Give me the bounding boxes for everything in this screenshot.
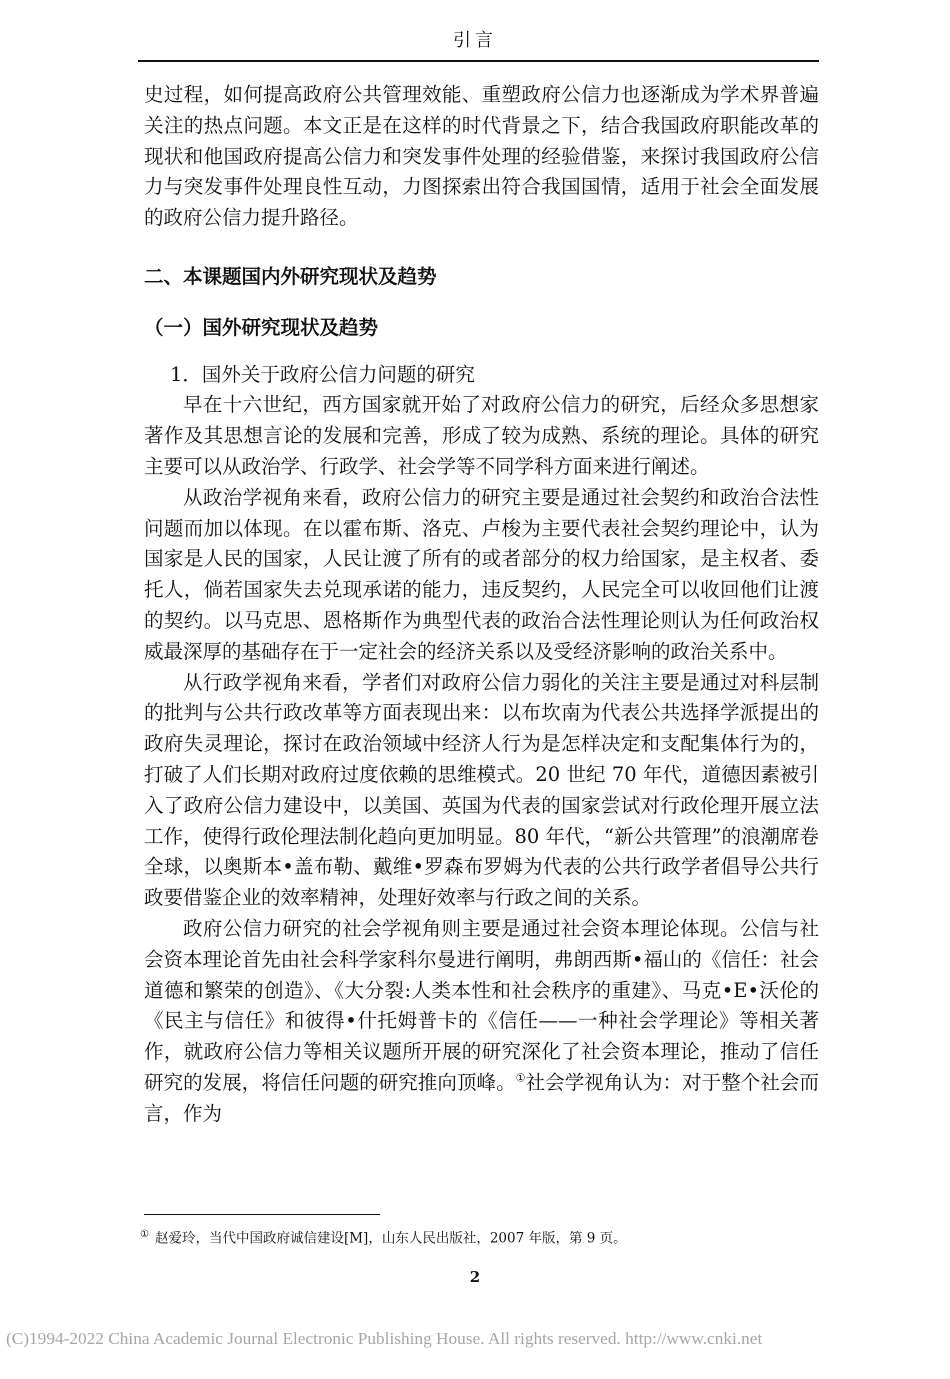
section-heading: 二、本课题国内外研究现状及趋势 (144, 264, 437, 288)
footnote-ref[interactable]: ① (515, 1071, 526, 1085)
paragraph: 史过程，如何提高政府公共管理效能、重塑政府公信力也逐渐成为学术界普遍关注的热点问题。本文正是在这样的时代背景之下，结合我国政府职能改革的现状和他国政府提高公信力和突发事件处理的经验借鉴，来探讨我国政府公信力与突发事件处理良性互动，力图探索出符合我国国情，适用于社会全面发展的政府公信力提升路径。 (144, 83, 819, 230)
subsubsection-heading: 1．国外关于政府公信力问题的研究 (170, 362, 475, 386)
paragraph-text: 社会学视角认为：对于整个社会而言，作为 (144, 1070, 819, 1125)
footnote-mark: ① (140, 1229, 149, 1240)
paragraph-text: 政府公信力研究的社会学视角则主要是通过社会资本理论体现。公信与社会资本理论首先由社会科学家科尔曼进行阐明，弗朗西斯•福山的《信任：社会道德和繁荣的创造》、《大分裂:人类本性和社会秩序的重建》、马克•E•沃伦的《民主与信任》和彼得•什托姆普卡的《信任——一种社会学理论》等相关著作，就政府公信力等相关议题所开展的研究深化了社会资本理论，推动了信任研究的发展，将信任问题的研究推向顶峰。 (144, 916, 819, 1094)
copyright-watermark: (C)1994-2022 China Academic Journal Electronic Publishing House. All rights reserved. http://www.cnki.net (6, 1329, 763, 1348)
footnote-rule (144, 1214, 380, 1215)
footnote-text: 赵爱玲，当代中国政府诚信建设[M]，山东人民出版社，2007 年版，第 9 页。 (154, 1230, 627, 1247)
footnote (140, 1225, 820, 1249)
paragraph: 从政治学视角来看，政府公信力的研究主要是通过社会契约和政治合法性问题而加以体现。在以霍布斯、洛克、卢梭为主要代表社会契约理论中，认为国家是人民的国家，人民让渡了所有的或者部分的权力给国家，是主权者、委托人，倘若国家失去兑现承诺的能力，违反契约，人民完全可以收回他们让渡的契约。以马克思、恩格斯作为典型代表的政治合法性理论则认为任何政治权威最深厚的基础存在于一定社会的经济关系以及受经济影响的政治关系中。 (144, 485, 819, 663)
body-text (144, 80, 819, 1130)
subsection-heading: （一）国外研究现状及趋势 (144, 315, 379, 339)
paragraph: 从行政学视角来看，学者们对政府公信力弱化的关注主要是通过对科层制的批判与公共行政改革等方面表现出来：以布坎南为代表公共选择学派提出的政府失灵理论，探讨在政治领域中经济人行为是怎样决定和支配集体行为的，打破了人们长期对政府过度依赖的思维模式。20 世纪 70 年代，道德因素被引入了政府公信力建设中，以美国、英国为代表的国家尝试对行政伦理开展立法工作，使得行政伦理法制化趋向更加明显。80 年代，“新公共管理”的浪潮席卷全球，以奥斯本•盖布勒、戴维•罗森布罗姆为代表的公共行政学者倡导公共行政要借鉴企业的效率精神，处理好效率与行政之间的关系。 (144, 670, 819, 910)
header-rule (138, 60, 819, 62)
page-number: 2 (469, 1268, 481, 1286)
running-header: 引言 (453, 30, 497, 51)
paragraph: 早在十六世纪，西方国家就开始了对政府公信力的研究，后经众多思想家著作及其思想言论的发展和完善，形成了较为成熟、系统的理论。具体的研究主要可以从政治学、行政学、社会学等不同学科方面来进行阐述。 (144, 393, 819, 478)
paragraph (144, 914, 819, 1130)
